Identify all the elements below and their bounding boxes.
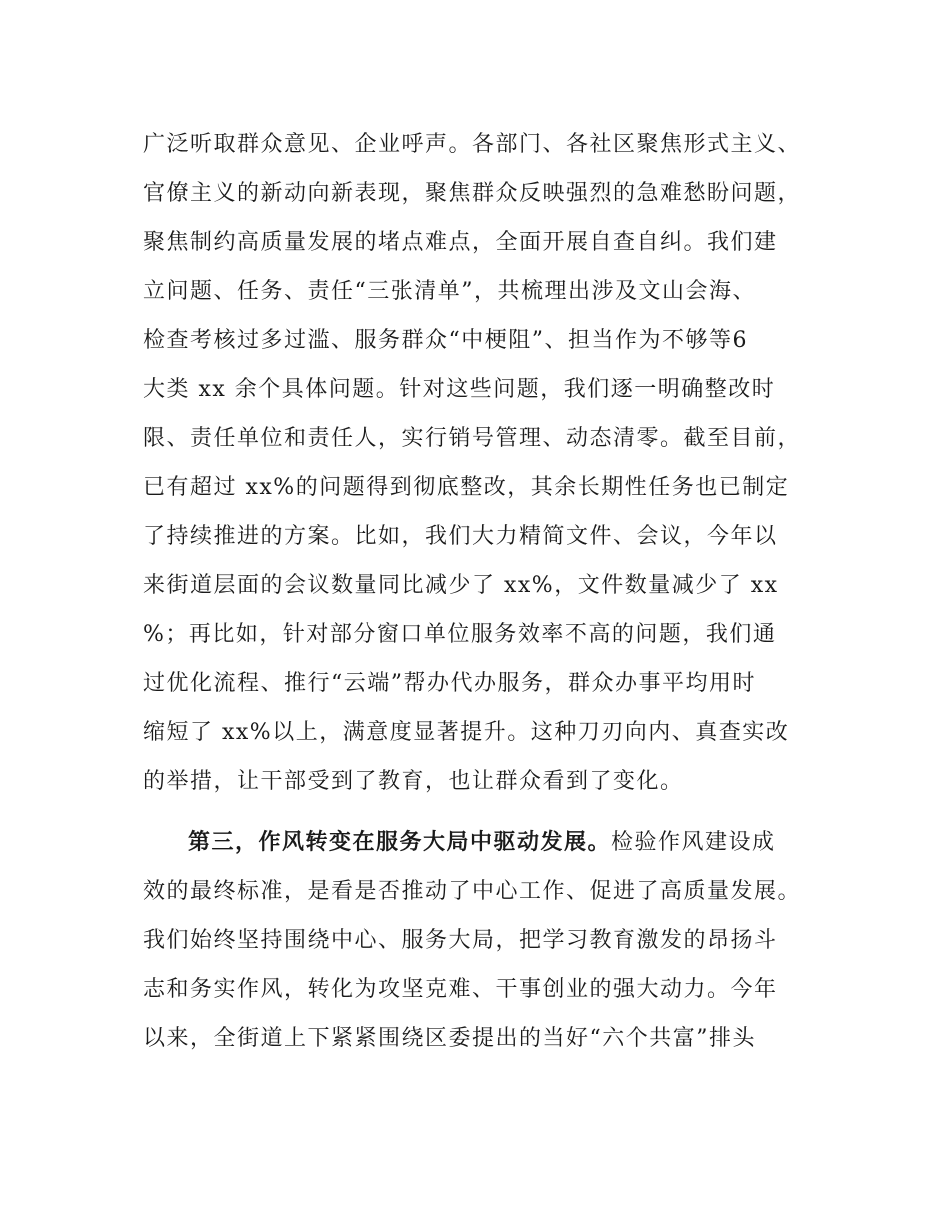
text-line: 广泛听取群众意见、企业呼声。各部门、各社区聚焦形式主义、 <box>143 132 802 157</box>
document-page <box>143 120 833 1063</box>
section-heading: 第三，作风转变在服务大局中驱动发展。 <box>188 830 612 855</box>
text-line: 大类 xx 余个具体问题。针对这些问题，我们逐一明确整改时 <box>143 377 776 402</box>
paragraph-1 <box>143 120 833 806</box>
text-line: 我们始终坚持围绕中心、服务大局，把学习教育激发的昂扬斗 <box>143 928 778 953</box>
text-line: 志和务实作风，转化为攻坚克难、干事创业的强大动力。今年 <box>143 977 778 1002</box>
text-line: 检查考核过多过滥、服务群众“中梗阻”、担当作为不够等6 <box>143 328 748 353</box>
text-run: 检验作风建设成 <box>611 830 776 855</box>
text-line: 官僚主义的新动向新表现，聚焦群众反映强烈的急难愁盼问题， <box>143 181 802 206</box>
text-line: 过优化流程、推行“云端”帮办代办服务，群众办事平均用时 <box>143 671 756 696</box>
paragraph-2-first-line <box>143 818 833 867</box>
paragraph-2 <box>143 818 833 1063</box>
text-line: 聚焦制约高质量发展的堵点难点，全面开展自查自纠。我们建 <box>143 230 778 255</box>
text-line: 已有超过 xx%的问题得到彻底整改，其余长期性任务也已制定 <box>143 475 790 500</box>
text-line: 效的最终标准，是看是否推动了中心工作、促进了高质量发展。 <box>143 879 802 904</box>
text-line: 来街道层面的会议数量同比减少了 xx%，文件数量减少了 xx <box>143 573 779 598</box>
text-line: 以来，全街道上下紧紧围绕区委提出的当好“六个共富”排头 <box>143 1026 756 1051</box>
text-line: 立问题、任务、责任“三张清单”，共梳理出涉及文山会海、 <box>143 279 756 304</box>
text-line: 限、责任单位和责任人，实行销号管理、动态清零。截至目前， <box>143 426 802 451</box>
text-line: 了持续推进的方案。比如，我们大力精简文件、会议，今年以 <box>143 524 778 549</box>
text-line: 的举措，让干部受到了教育，也让群众看到了变化。 <box>143 769 684 794</box>
text-line: 缩短了 xx%以上，满意度显著提升。这种刀刃向内、真查实改 <box>143 720 790 745</box>
text-line: %；再比如，针对部分窗口单位服务效率不高的问题，我们通 <box>143 622 777 647</box>
